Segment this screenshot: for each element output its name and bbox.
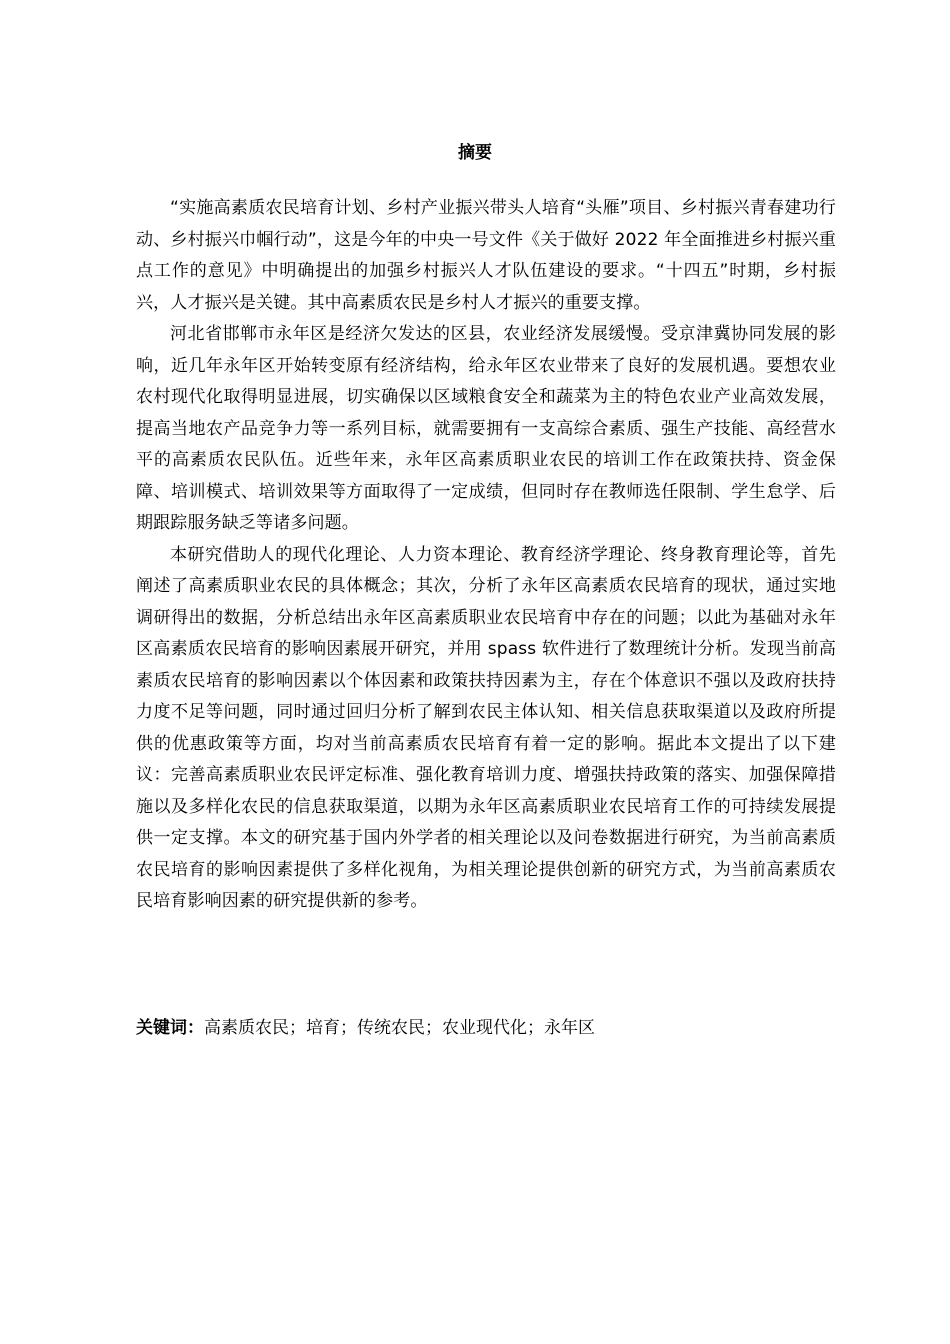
- abstract-paragraph-2: 河北省邯郸市永年区是经济欠发达的区县，农业经济发展缓慢。受京津冀协同发展的影响，近几年永年区开始转变原有经济结构，给永年区农业带来了良好的发展机遇。要想农业农村现代化取得明显进展，切实确保以区域粮食安全和蔬菜为主的特色农业产业高效发展，提高当地农产品竞争力等一系列目标，就需要拥有一支高综合素质、强生产技能、高经营水平的高素质农民队伍。近些年来，永年区高素质职业农民的培训工作在政策扶持、资金保障、培训模式、培训效果等方面取得了一定成绩，但同时存在教师选任限制、学生怠学、后期跟踪服务缺乏等诸多问题。: [136, 324, 836, 533]
- abstract-paragraph-3: 本研究借助人的现代化理论、人力资本理论、教育经济学理论、终身教育理论等，首先阐述了高素质职业农民的具体概念；其次，分析了永年区高素质农民培育的现状，通过实地调研得出的数据，分析总结出永年区高素质职业农民培育中存在的问题；以此为基础对永年区高素质农民培育的影响因素展开研究，并用 spass 软件进行了数理统计分析。发现当前高素质农民培育的影响因素以个体因素和政策扶持因素为主，存在个体意识不强以及政府扶持力度不足等问题，同时通过回归分析了解到农民主体认知、相关信息获取渠道以及政府所提供的优惠政策等方面，均对当前高素质农民培育有着一定的影响。据此本文提出了以下建议：完善高素质职业农民评定标准、强化教育培训力度、增强扶持政策的落实、加强保障措施以及多样化农民的信息获取渠道，以期为永年区高素质职业农民培育工作的可持续发展提供一定支撑。本文的研究基于国内外学者的相关理论以及问卷数据进行研究，为当前高素质农民培育的影响因素提供了多样化视角，为相关理论提供创新的研究方式，为当前高素质农民培育影响因素的研究提供新的参考。: [136, 544, 836, 911]
- keywords-line: [136, 1013, 836, 1043]
- keywords-label: 关键词：: [136, 1018, 204, 1038]
- abstract-title: 摘要: [458, 143, 492, 163]
- abstract-paragraph-1: “实施高素质农民培育计划、乡村产业振兴带头人培育“头雁”项目、乡村振兴青春建功行动、乡村振兴巾帼行动”，这是今年的中央一号文件《关于做好 2022 年全面推进乡村振兴重点工作的意见》中明确提出的加强乡村振兴人才队伍建设的要求。“十四五”时期，乡村振兴，人才振兴是关键。其中高素质农民是乡村人才振兴的重要支撑。: [136, 198, 836, 313]
- abstract-body: [136, 193, 836, 918]
- keywords-value: 高素质农民；培育；传统农民；农业现代化；永年区: [204, 1018, 595, 1038]
